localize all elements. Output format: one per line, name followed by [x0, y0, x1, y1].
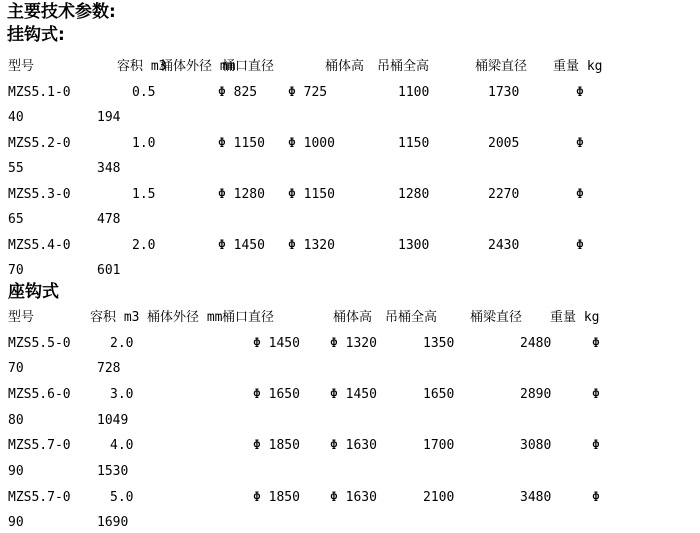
section-heading-seat: 座钩式 — [8, 282, 59, 302]
weight-cell: 1530 — [97, 464, 129, 479]
beam-diameter-cell: 90 — [8, 515, 24, 530]
beam-diameter-prefix: Φ — [592, 387, 600, 402]
col-header-full-height: 吊桶全高 — [385, 310, 438, 325]
beam-diameter-cell: 55 — [8, 161, 24, 176]
table-row — [0, 187, 700, 207]
outer-diameter-cell: Φ 1850 — [253, 438, 300, 453]
col-header-weight: 重量 kg — [550, 310, 600, 325]
weight-cell: 728 — [97, 361, 121, 376]
table-row-continuation — [0, 515, 700, 533]
beam-diameter-prefix: Φ — [576, 187, 584, 202]
col-header-beam-diameter: 桶梁直径 — [475, 59, 528, 74]
body-height-cell: 1280 — [398, 187, 430, 202]
col-header-mouth-diameter: 桶口直径 — [222, 59, 275, 74]
beam-diameter-cell: 65 — [8, 212, 24, 227]
weight-cell: 1049 — [97, 413, 129, 428]
beam-diameter-cell: 70 — [8, 361, 24, 376]
body-height-cell: 1350 — [423, 336, 455, 351]
weight-cell: 194 — [97, 110, 121, 125]
outer-diameter-cell: Φ 1150 — [218, 136, 265, 151]
full-height-cell: 3480 — [520, 490, 552, 505]
full-height-cell: 2270 — [488, 187, 520, 202]
mouth-diameter-cell: Φ 1630 — [330, 438, 377, 453]
beam-diameter-cell: 70 — [8, 263, 24, 278]
hook-table-header — [0, 59, 700, 79]
volume-cell: 1.5 — [132, 187, 156, 202]
section-heading-seat-line — [0, 283, 700, 303]
mouth-diameter-cell: Φ 1320 — [330, 336, 377, 351]
table-row-continuation — [0, 361, 700, 381]
outer-diameter-cell: Φ 825 — [218, 85, 258, 100]
col-header-full-height: 吊桶全高 — [377, 59, 430, 74]
table-row — [0, 490, 700, 510]
table-row — [0, 387, 700, 407]
body-height-cell: 1150 — [398, 136, 430, 151]
mouth-diameter-cell: Φ 1320 — [288, 238, 335, 253]
body-height-cell: 1300 — [398, 238, 430, 253]
outer-diameter-cell: Φ 1850 — [253, 490, 300, 505]
volume-cell: 4.0 — [110, 438, 134, 453]
volume-cell: 2.0 — [110, 336, 134, 351]
table-row — [0, 85, 700, 105]
col-header-outer-diameter: 桶体外径 mm — [147, 310, 223, 325]
body-height-cell: 1700 — [423, 438, 455, 453]
beam-diameter-cell: 40 — [8, 110, 24, 125]
table-row-continuation — [0, 161, 700, 181]
model-cell: MZS5.4-0 — [8, 238, 71, 253]
col-header-weight: 重量 kg — [553, 59, 603, 74]
table-row-continuation — [0, 263, 700, 283]
col-header-body-height: 桶体高 — [325, 59, 365, 74]
model-cell: MZS5.7-0 — [8, 438, 71, 453]
body-height-cell: 1100 — [398, 85, 430, 100]
weight-cell: 478 — [97, 212, 121, 227]
beam-diameter-prefix: Φ — [592, 490, 600, 505]
col-header-outer-diameter: 桶体外径 mm — [160, 59, 236, 74]
model-cell: MZS5.3-0 — [8, 187, 71, 202]
col-header-model: 型号 — [8, 310, 35, 325]
full-height-cell: 2480 — [520, 336, 552, 351]
beam-diameter-prefix: Φ — [576, 136, 584, 151]
model-cell: MZS5.7-0 — [8, 490, 71, 505]
weight-cell: 1690 — [97, 515, 129, 530]
body-height-cell: 1650 — [423, 387, 455, 402]
full-height-cell: 2430 — [488, 238, 520, 253]
full-height-cell: 2890 — [520, 387, 552, 402]
model-cell: MZS5.6-0 — [8, 387, 71, 402]
table-row — [0, 336, 700, 356]
weight-cell: 601 — [97, 263, 121, 278]
outer-diameter-cell: Φ 1280 — [218, 187, 265, 202]
col-header-model: 型号 — [8, 59, 35, 74]
model-cell: MZS5.2-0 — [8, 136, 71, 151]
full-height-cell: 3080 — [520, 438, 552, 453]
beam-diameter-prefix: Φ — [592, 438, 600, 453]
model-cell: MZS5.1-0 — [8, 85, 71, 100]
beam-diameter-cell: 90 — [8, 464, 24, 479]
full-height-cell: 1730 — [488, 85, 520, 100]
col-header-beam-diameter: 桶梁直径 — [470, 310, 523, 325]
col-header-volume: 容积 m3 — [117, 59, 167, 74]
mouth-diameter-cell: Φ 1000 — [288, 136, 335, 151]
page-title-line — [0, 3, 700, 23]
volume-cell: 1.0 — [132, 136, 156, 151]
full-height-cell: 2005 — [488, 136, 520, 151]
section-heading-hook: 挂钩式: — [7, 25, 65, 45]
seat-table-header — [0, 310, 700, 330]
table-row-continuation — [0, 110, 700, 130]
volume-cell: 3.0 — [110, 387, 134, 402]
table-row-continuation — [0, 413, 700, 433]
beam-diameter-prefix: Φ — [576, 238, 584, 253]
weight-cell: 348 — [97, 161, 121, 176]
table-row — [0, 438, 700, 458]
col-header-mouth-diameter: 桶口直径 — [222, 310, 275, 325]
mouth-diameter-cell: Φ 1450 — [330, 387, 377, 402]
volume-cell: 2.0 — [132, 238, 156, 253]
outer-diameter-cell: Φ 1650 — [253, 387, 300, 402]
volume-cell: 0.5 — [132, 85, 156, 100]
mouth-diameter-cell: Φ 725 — [288, 85, 328, 100]
beam-diameter-prefix: Φ — [592, 336, 600, 351]
col-header-body-height: 桶体高 — [333, 310, 373, 325]
mouth-diameter-cell: Φ 1630 — [330, 490, 377, 505]
table-row — [0, 136, 700, 156]
body-height-cell: 2100 — [423, 490, 455, 505]
table-row-continuation — [0, 212, 700, 232]
mouth-diameter-cell: Φ 1150 — [288, 187, 335, 202]
outer-diameter-cell: Φ 1450 — [253, 336, 300, 351]
page-title: 主要技术参数: — [7, 2, 116, 22]
beam-diameter-prefix: Φ — [576, 85, 584, 100]
beam-diameter-cell: 80 — [8, 413, 24, 428]
table-row-continuation — [0, 464, 700, 484]
outer-diameter-cell: Φ 1450 — [218, 238, 265, 253]
volume-cell: 5.0 — [110, 490, 134, 505]
section-heading-hook-line — [0, 26, 700, 46]
col-header-volume: 容积 m3 — [90, 310, 140, 325]
model-cell: MZS5.5-0 — [8, 336, 71, 351]
table-row — [0, 238, 700, 258]
